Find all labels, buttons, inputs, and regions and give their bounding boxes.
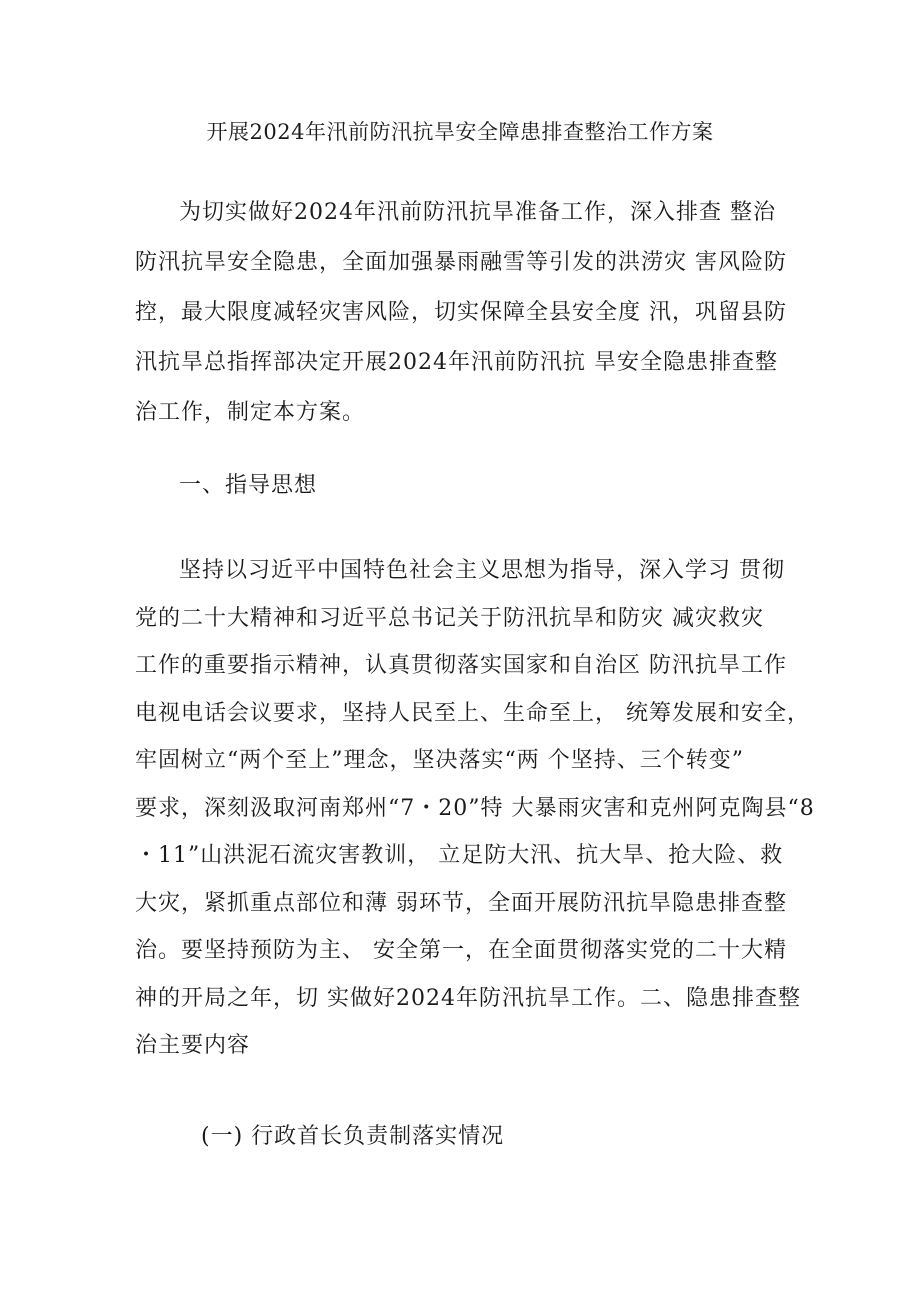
paragraph-line: 党的二十大精神和习近平总书记关于防汛抗旱和防灾 减灾救灾 bbox=[135, 605, 764, 631]
paragraph-line: 工作的重要指示精神，认真贯彻落实国家和自治区 防汛抗旱工作 bbox=[135, 653, 787, 678]
intro-paragraph bbox=[135, 188, 795, 438]
paragraph-line: 控，最大限度减轻灾害风险，切实保障全县安全度 汛，巩留县防 bbox=[135, 300, 787, 325]
subsection-heading-leadership-responsibility bbox=[135, 1113, 795, 1161]
paragraph-line: ・11”山洪泥石流灾害教训， 立足防大汛、抗大旱、抢大险、救 bbox=[135, 843, 784, 868]
paragraph-line: 治主要内容 bbox=[135, 1033, 251, 1058]
paragraph-line: 坚持以习近平中国特色社会主义思想为指导，深入学习 贯彻 bbox=[179, 558, 785, 583]
paragraph-line: 大灾，紧抓重点部位和薄 弱环节，全面开展防汛抗旱隐患排查整 bbox=[135, 890, 787, 916]
paragraph-line: 防汛抗旱安全隐患，全面加强暴雨融雪等引发的洪涝灾 害风险防 bbox=[135, 250, 787, 275]
paragraph-line: 治工作，制定本方案。 bbox=[135, 400, 366, 425]
paragraph-line: 电视电话会议要求，坚持人民至上、生命至上， 统筹发展和安全， bbox=[135, 700, 810, 726]
section-heading-text: 一、指导思想 bbox=[179, 473, 318, 498]
paragraph-line: 治。要坚持预防为主、 安全第一，在全面贯彻落实党的二十大精 bbox=[135, 938, 787, 963]
document-title: 开展2024年汛前防汛抗旱安全障患排查整治工作方案 bbox=[206, 120, 714, 144]
paragraph-line: 为切实做好2024年汛前防汛抗旱准备工作，深入排查 整治 bbox=[179, 200, 776, 225]
paragraph-line: 要求，深刻汲取河南郑州“7・20”特 大暴雨灾害和克州阿克陶县“8 bbox=[135, 795, 815, 821]
paragraph-line: 汛抗旱总指挥部决定开展2024年汛前防汛抗 旱安全隐患排查整 bbox=[135, 350, 778, 375]
subsection-heading-text: (一) 行政首长负责制落实情况 bbox=[201, 1124, 505, 1149]
section-heading-guiding-ideology bbox=[135, 462, 795, 510]
paragraph-line: 牢固树立“两个至上”理念，坚决落实“两 个坚持、三个转变” bbox=[135, 748, 744, 773]
paragraph-line: 神的开局之年，切 实做好2024年防汛抗旱工作。二、隐患排查整 bbox=[135, 985, 801, 1011]
guiding-ideology-paragraph bbox=[135, 547, 815, 1070]
